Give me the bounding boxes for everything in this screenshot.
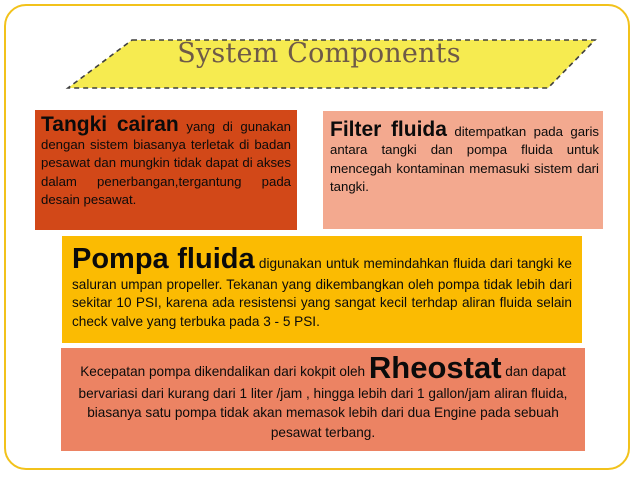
- tank-term: Tangki cairan: [41, 113, 179, 136]
- rheostat-box: [61, 348, 585, 451]
- filter-text: ditempatkan pada garis antara tangki dan pompa fluida untuk mencegah kontaminan memasuki sistem dari tangki.: [330, 124, 599, 195]
- filter-box: [323, 111, 603, 229]
- filter-term: Filter fluida: [330, 118, 447, 141]
- tank-text: yang di gunakan dengan sistem biasanya terletak di badan pesawat dan mungkin tidak dapat di akses dalam penerbangan,tergantung pada desain pesawat.: [41, 119, 292, 207]
- rheostat-term: Rheostat: [368, 350, 502, 385]
- pump-text: digunakan untuk memindahkan fluida dari tangki ke saluran umpan propeller. Tekanan yang dikembangkan oleh pompa tidak lebih dari sekitar 10 PSI, karena ada resistensi yang sangat kecil terhdap aliran fluida selain check valve yang terbuka pada 3 - 5 PSI.: [72, 256, 572, 329]
- rheostat-paragraph: [69, 352, 577, 442]
- pump-paragraph: [72, 242, 572, 331]
- pump-box: [62, 236, 582, 343]
- tank-paragraph: [41, 113, 292, 209]
- rheostat-text-after: dan dapat bervariasi dari kurang dari 1 liter /jam , hingga lebih dari 1 gallon/jam aliran fluida, biasanya satu pompa tidak akan memasok lebih dari dua Engine pada sebuah pesawat terbang.: [78, 364, 568, 440]
- tank-box: [35, 110, 297, 230]
- pump-term: Pompa fluida: [72, 243, 255, 275]
- filter-paragraph: [330, 118, 599, 197]
- slide-title: System Components: [177, 38, 461, 69]
- rheostat-text-before: Kecepatan pompa dikendalikan dari kokpit oleh: [80, 364, 369, 379]
